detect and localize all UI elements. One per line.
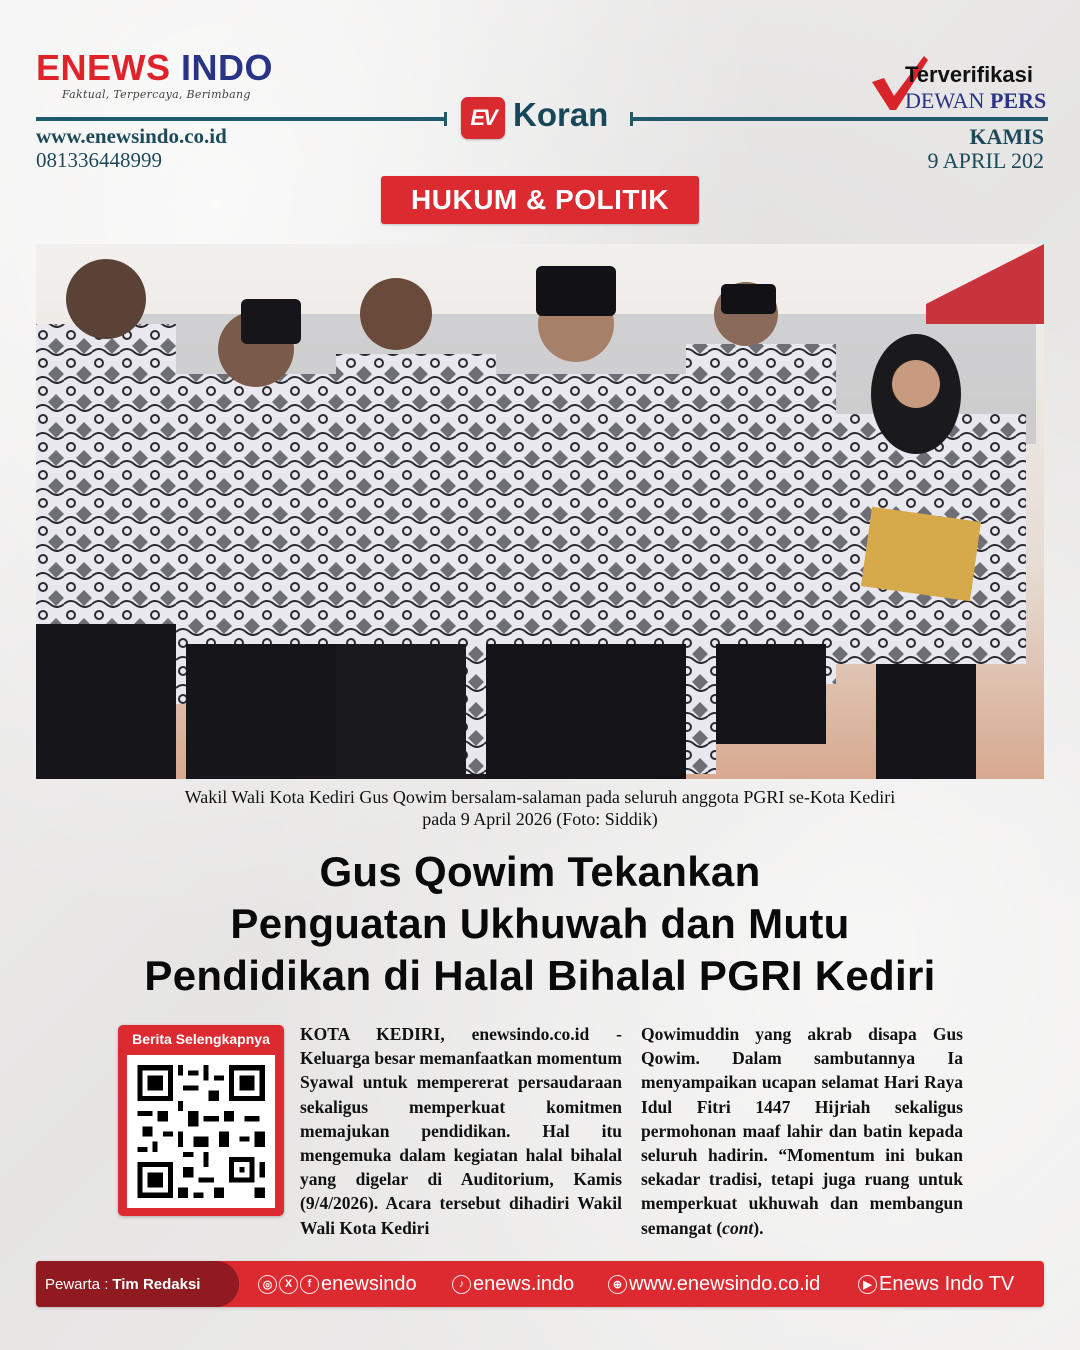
news-photo (36, 244, 1044, 779)
brand-tagline: Faktual, Terpercaya, Berimbang (62, 88, 251, 101)
social-handle[interactable]: enewsindo (321, 1272, 417, 1295)
reporter-credit (36, 1261, 239, 1307)
header-rule-left (36, 117, 446, 121)
qr-code-icon[interactable] (127, 1055, 275, 1208)
rule-cap-left (444, 112, 447, 126)
article-column-2 (641, 1022, 963, 1240)
caption-line-2: pada 9 April 2026 (Foto: Siddik) (422, 809, 658, 829)
article-text-2-end: ). (753, 1217, 764, 1238)
header-rule-right (632, 117, 1048, 121)
facebook-icon[interactable]: f (300, 1275, 319, 1294)
headline-line-3: Pendidikan di Halal Bihalal PGRI Kediri (144, 952, 936, 999)
photo-caption (60, 786, 1020, 830)
edition-label: Koran (513, 96, 609, 133)
x-icon[interactable]: X (279, 1275, 298, 1294)
reporter-name: Tim Redaksi (112, 1275, 201, 1293)
continued-marker: cont (722, 1217, 754, 1238)
caption-line-1: Wakil Wali Kota Kediri Gus Qowim bersalam-salaman pada seluruh anggota PGRI se-Kota Kediri (184, 787, 896, 807)
qr-title: Berita Selengkapnya (132, 1031, 270, 1047)
rule-cap-right (630, 112, 633, 126)
globe-icon[interactable]: ⊕ (608, 1275, 627, 1294)
social-youtube[interactable] (858, 1261, 1014, 1307)
phone-number: 081336448999 (36, 148, 162, 172)
article-text-2 (641, 1022, 963, 1240)
article-column-1 (300, 1022, 622, 1240)
article-headline (40, 846, 1040, 1002)
reporter-label: Pewarta : (45, 1275, 109, 1293)
dewan-pers-label (905, 88, 1046, 114)
headline-line-2: Penguatan Ukhuwah dan Mutu (230, 900, 850, 947)
qr-pattern (127, 1055, 275, 1208)
brand-name-part1: ENEWS (36, 47, 171, 88)
social-tiktok[interactable] (452, 1261, 574, 1307)
qr-read-more-box[interactable] (118, 1025, 284, 1216)
social-main[interactable] (258, 1261, 417, 1307)
koran-logo-icon: EV (461, 97, 505, 139)
issue-date: 9 APRIL 202 (927, 148, 1044, 173)
dewan-text: DEWAN (905, 88, 985, 113)
brand-logo (36, 47, 274, 88)
youtube-icon[interactable]: ▶ (858, 1275, 877, 1294)
tiktok-icon[interactable]: ♪ (452, 1275, 471, 1294)
website-link[interactable]: www.enewsindo.co.id (36, 124, 227, 148)
article-text-1: KOTA KEDIRI, enewsindo.co.id - Keluarga besar memanfaatkan momentum Syawal untuk mempererat persaudaraan sekaligus memperkuat komitmen memajukan pendidikan. Hal itu mengemuka dalam kegiatan halal bihalal yang digelar di Auditorium, Kamis (9/4/2026). Acara tersebut dihadiri Wakil Wali Kota Kediri (300, 1024, 622, 1238)
youtube-channel[interactable]: Enews Indo TV (879, 1272, 1015, 1295)
social-website[interactable] (608, 1261, 820, 1307)
category-badge: HUKUM & POLITIK (381, 176, 699, 224)
pers-text: PERS (989, 88, 1047, 113)
article-text-2-main: Qowimuddin yang akrab disapa Gus Qowim. Dalam sambutannya Ia menyampaikan ucapan selamat Hari Raya Idul Fitri 1447 Hijriah sekaligus permohonan maaf lahir dan batin kepada seluruh hadirin. “Momentum ini bukan sekadar tradisi, tetapi juga ruang untuk memperkuat ukhuwah dan membangun semangat ( (641, 1024, 963, 1238)
footer-bar (36, 1261, 1044, 1307)
headline-line-1: Gus Qowim Tekankan (319, 848, 761, 895)
footer-website[interactable]: www.enewsindo.co.id (629, 1272, 821, 1295)
verified-label: Terverifikasi (905, 62, 1034, 87)
issue-day: KAMIS (969, 124, 1044, 149)
tiktok-handle[interactable]: enews.indo (473, 1272, 575, 1295)
photo-illustration (36, 244, 1044, 779)
brand-name-part2: INDO (181, 47, 274, 88)
instagram-icon[interactable]: ◎ (258, 1275, 277, 1294)
